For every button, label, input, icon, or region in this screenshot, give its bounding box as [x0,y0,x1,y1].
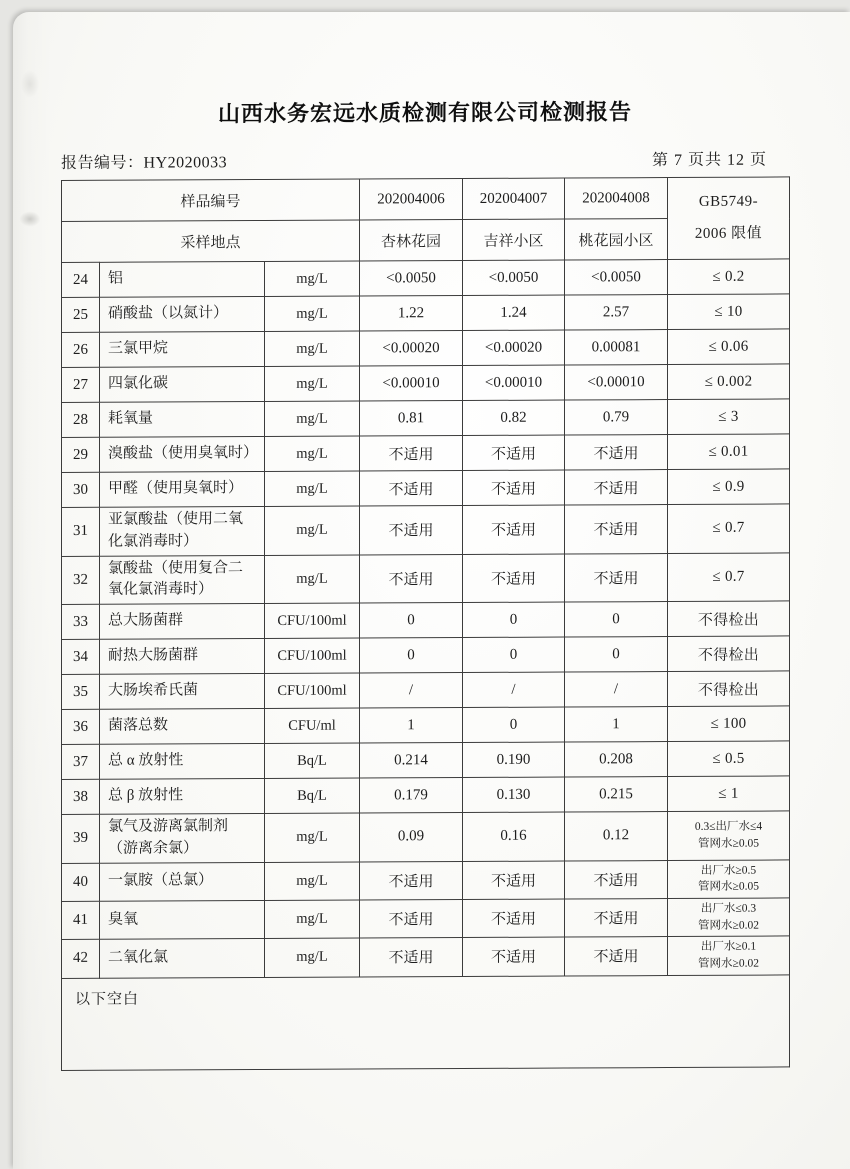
measured-value-cell: 1 [360,708,463,744]
measured-value-cell: 不适用 [565,505,668,554]
row-number-cell: 35 [62,674,100,709]
measured-value-cell: 0.214 [360,743,463,779]
table-row [62,671,790,710]
table-row [62,469,790,508]
measured-value-cell: 0.12 [565,812,668,861]
sample-number-label: 样品编号 [62,179,360,221]
results-table [61,176,790,1070]
parameter-name-cell: 氯酸盐（使用复合二 氧化氯消毒时） [100,555,265,604]
parameter-name-cell: 硝酸盐（以氮计） [100,297,265,333]
measured-value-cell: 不适用 [360,938,463,977]
unit-cell: mg/L [265,938,360,977]
unit-cell: CFU/100ml [265,603,360,638]
limit-value-cell: 出厂水≥0.5 管网水≥0.05 [668,859,790,898]
report-number-value: HY2020033 [143,154,228,172]
parameter-name-cell: 氯气及游离氯制剂 （游离余氯） [100,814,265,863]
unit-cell: CFU/100ml [265,673,360,708]
measured-value-cell: 不适用 [565,553,668,602]
measured-value-cell: 不适用 [360,899,463,938]
row-number-cell: 37 [62,744,100,779]
parameter-name-cell: 亚氯酸盐（使用二氧 化氯消毒时） [100,507,265,556]
measured-value-cell: 不适用 [565,937,668,976]
limit-standard-line1: GB5749- [698,193,759,210]
limit-value-cell: ≤ 100 [668,706,790,742]
measured-value-cell: 0.190 [463,742,565,777]
unit-cell: mg/L [265,471,360,506]
sample-id-cell: 202004006 [360,179,463,221]
table-row [62,364,790,403]
row-number-cell: 24 [62,262,100,297]
table-row [62,636,790,675]
unit-cell: mg/L [265,296,360,331]
table-row [62,601,790,640]
report-number [61,149,227,173]
parameter-name-cell: 铝 [100,262,265,298]
measured-value-cell: 1.24 [463,295,565,330]
limit-value-cell: ≤ 10 [668,294,790,330]
unit-cell: mg/L [265,436,360,471]
unit-cell: CFU/100ml [265,638,360,673]
measured-value-cell: 不适用 [463,505,565,554]
limit-value-cell: 不得检出 [668,671,790,707]
limit-value-cell: 0.3≤出厂水≤4 管网水≥0.05 [668,811,790,860]
table-row [62,776,790,815]
scan-smudge [17,64,43,104]
row-number-cell: 29 [62,437,100,472]
report-title: 山西水务宏远水质检测有限公司检测报告 [217,99,632,127]
measured-value-cell: 不适用 [463,470,565,505]
table-row [62,859,790,901]
measured-value-cell: 0.179 [360,778,463,814]
parameter-name-cell: 二氧化氯 [100,939,265,978]
parameter-name-cell: 总大肠菌群 [100,604,265,640]
limit-value-cell: ≤ 0.002 [668,364,790,400]
limit-standard-header [668,177,790,260]
measured-value-cell: / [463,672,565,707]
row-number-cell: 25 [62,297,100,332]
parameter-name-cell: 溴酸盐（使用臭氧时） [100,437,265,473]
parameter-name-cell: 耐热大肠菌群 [100,639,265,675]
report-meta-row [61,146,789,173]
unit-cell: mg/L [265,555,360,604]
unit-cell: mg/L [265,813,360,862]
measured-value-cell: 不适用 [565,898,668,937]
measured-value-cell: 不适用 [463,937,565,976]
row-number-cell: 40 [62,863,100,902]
parameter-name-cell: 臭氧 [100,900,265,939]
parameter-name-cell: 耗氧量 [100,402,265,438]
measured-value-cell: 0.215 [565,777,668,813]
unit-cell: mg/L [265,506,360,555]
sampling-location-label: 采样地点 [62,220,360,262]
measured-value-cell: 0 [463,602,565,637]
table-row [62,936,790,978]
limit-standard-line2: 2006 限值 [694,225,763,242]
row-number-cell: 42 [62,939,100,978]
report-content [61,8,789,1070]
unit-cell: mg/L [265,862,360,901]
measured-value-cell: 0.16 [463,812,565,861]
limit-value-cell: 出厂水≤0.3 管网水≥0.02 [668,898,790,937]
table-row [62,434,790,473]
measured-value-cell: 不适用 [360,554,463,603]
measured-value-cell: 不适用 [463,861,565,900]
scan-smudge [15,208,45,230]
blank-below-note: 以下空白 [62,974,790,1070]
measured-value-cell: <0.0050 [565,260,668,296]
table-row [62,294,790,333]
row-number-cell: 38 [62,779,100,814]
row-number-cell: 39 [62,814,100,863]
measured-value-cell: 0.82 [463,400,565,435]
table-row [62,329,790,368]
measured-value-cell: <0.0050 [463,260,565,295]
limit-value-cell: ≤ 1 [668,776,790,812]
measured-value-cell: <0.0050 [360,261,463,297]
measured-value-cell: 0.00081 [565,330,668,366]
measured-value-cell: 不适用 [360,471,463,507]
measured-value-cell: 不适用 [360,506,463,555]
measured-value-cell: 0.208 [565,742,668,778]
row-number-cell: 36 [62,709,100,744]
table-row [62,898,790,940]
parameter-name-cell: 一氯胺（总氯） [100,862,265,901]
unit-cell: mg/L [265,261,360,296]
parameter-name-cell: 四氯化碳 [100,367,265,403]
measured-value-cell: 0 [360,638,463,674]
measured-value-cell: / [565,672,668,708]
parameter-name-cell: 菌落总数 [100,709,265,745]
unit-cell: mg/L [265,401,360,436]
table-row [62,259,790,298]
measured-value-cell: 不适用 [360,861,463,900]
sample-id-cell: 202004008 [565,178,668,220]
unit-cell: CFU/ml [265,708,360,743]
measured-value-cell: / [360,673,463,709]
parameter-name-cell: 甲醛（使用臭氧时） [100,472,265,508]
row-number-cell: 31 [62,507,100,556]
limit-value-cell: 不得检出 [668,636,790,672]
measured-value-cell: 不适用 [360,436,463,472]
measured-value-cell: 0.130 [463,777,565,812]
measured-value-cell: <0.00010 [360,366,463,402]
results-table-header [62,177,790,263]
limit-value-cell: 不得检出 [668,601,790,637]
location-cell: 杏林花园 [360,220,463,262]
row-number-cell: 26 [62,332,100,367]
measured-value-cell: 0 [463,707,565,742]
report-number-label: 报告编号： [61,154,144,172]
table-row [62,504,790,556]
measured-value-cell: 0 [360,603,463,639]
location-cell: 桃花园小区 [565,219,668,261]
measured-value-cell: 不适用 [565,435,668,471]
limit-value-cell: 出厂水≥0.1 管网水≥0.02 [668,936,790,975]
measured-value-cell: 0.81 [360,401,463,437]
table-row [62,706,790,745]
row-number-cell: 34 [62,639,100,674]
measured-value-cell: 1 [565,707,668,743]
location-cell: 吉祥小区 [463,219,565,260]
table-row [62,552,790,604]
unit-cell: Bq/L [265,778,360,813]
header-row-sample-ids [62,177,790,222]
table-row [62,811,790,863]
measured-value-cell: 0 [565,602,668,638]
measured-value-cell: 不适用 [565,470,668,506]
measured-value-cell: 1.22 [360,296,463,332]
measured-value-cell: <0.00010 [463,365,565,400]
measured-value-cell: 不适用 [463,899,565,938]
measured-value-cell: <0.00020 [463,330,565,365]
row-number-cell: 41 [62,901,100,940]
limit-value-cell: ≤ 0.7 [668,552,790,601]
row-number-cell: 30 [62,472,100,507]
limit-value-cell: ≤ 0.7 [668,504,790,553]
measured-value-cell: 不适用 [565,860,668,899]
results-table-body [62,259,790,978]
unit-cell: mg/L [265,900,360,939]
row-number-cell: 33 [62,604,100,639]
limit-value-cell: ≤ 0.2 [668,259,790,295]
table-row [62,399,790,438]
table-row [62,741,790,780]
unit-cell: mg/L [265,331,360,366]
row-number-cell: 28 [62,402,100,437]
measured-value-cell: <0.00010 [565,365,668,401]
limit-value-cell: ≤ 0.01 [668,434,790,470]
footer-row [62,974,790,1070]
unit-cell: mg/L [265,366,360,401]
limit-value-cell: ≤ 0.06 [668,329,790,365]
page-indicator: 第 7 页共 12 页 [651,151,767,170]
sample-id-cell: 202004007 [463,178,565,219]
results-table-footer [62,974,790,1070]
limit-value-cell: ≤ 0.5 [668,741,790,777]
measured-value-cell: 0.09 [360,813,463,862]
parameter-name-cell: 大肠埃希氏菌 [100,674,265,710]
unit-cell: Bq/L [265,743,360,778]
limit-value-cell: ≤ 3 [668,399,790,435]
limit-value-cell: ≤ 0.9 [668,469,790,505]
parameter-name-cell: 三氯甲烷 [100,332,265,368]
report-page [13,12,850,1169]
measured-value-cell: 0 [565,637,668,673]
parameter-name-cell: 总 α 放射性 [100,744,265,780]
parameter-name-cell: 总 β 放射性 [100,779,265,815]
measured-value-cell: 不适用 [463,554,565,603]
measured-value-cell: 不适用 [463,435,565,470]
measured-value-cell: <0.00020 [360,331,463,367]
row-number-cell: 27 [62,367,100,402]
measured-value-cell: 0.79 [565,400,668,436]
measured-value-cell: 0 [463,637,565,672]
measured-value-cell: 2.57 [565,295,668,331]
row-number-cell: 32 [62,556,100,605]
